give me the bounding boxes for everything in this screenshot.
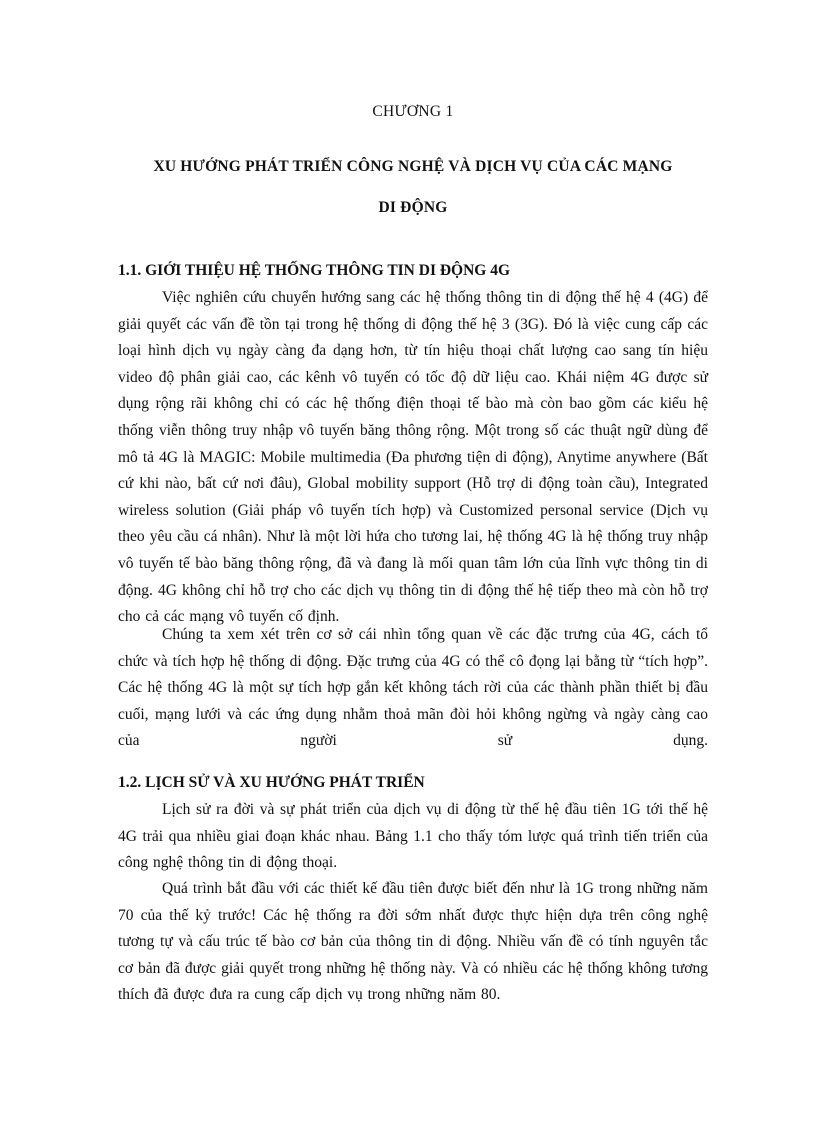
section-1-paragraph-2: Chúng ta xem xét trên cơ sở cái nhìn tổng quan về các đặc trưng của 4G, cách tổ chức và tích hợp hệ thống di động. Đặc trưng của 4G có thể cô đọng lại bằng từ “tích hợp”. Các hệ thống 4G là một sự tích hợp gắn kết không tách rời của các thành phần thiết bị đầu cuối, mạng lưới và các ứng dụng nhằm thoả mãn đòi hỏi không ngừng và ngày càng cao của người sử dụng.	[118, 626, 708, 750]
section-2-heading: 1.2. LỊCH SỬ VÀ XU HƯỚNG PHÁT TRIỂN	[118, 774, 425, 791]
section-2-paragraph-2: Quá trình bắt đầu với các thiết kế đầu tiên được biết đến như là 1G trong những năm 70 của thế kỷ trước! Các hệ thống ra đời sớm nhất được thực hiện dựa trên công nghệ tương tự và cấu trúc tế bào cơ bản của thông tin di động. Nhiều vấn đề có tính nguyên tắc cơ bản đã được giải quyết trong những hệ thống này. Và có nhiều các hệ thống không tương thích đã được đưa ra cung cấp dịch vụ trong những năm 80.	[118, 880, 708, 1004]
section-1-paragraph-1: Việc nghiên cứu chuyển hướng sang các hệ thống thông tin di động thế hệ 4 (4G) để giải quyết các vấn đề tồn tại trong hệ thống di động thế hệ 3 (3G). Đó là việc cung cấp các loại hình dịch vụ ngày càng đa dạng hơn, từ tín hiệu thoại chất lượng cao sang tín hiệu video độ phân giải cao, các kênh vô tuyến có tốc độ dữ liệu cao. Khái niệm 4G được sử dụng rộng rãi không chỉ có các hệ thống điện thoại tế bào mà còn bao gồm các kiểu hệ thống viễn thông truy nhập vô tuyến băng thông rộng. Một trong số các thuật ngữ dùng để mô tả 4G là MAGIC: Mobile multimedia (Đa phương tiện di động), Anytime anywhere (Bất cứ khi nào, bất cứ nơi đâu), Global mobility support (Hỗ trợ di động toàn cầu), Integrated wireless solution (Giải pháp vô tuyến tích hợp) và Customized personal service (Dịch vụ theo yêu cầu cá nhân). Như là một lời hứa cho tương lai, hệ thống 4G là hệ thống truy nhập vô tuyến tế bào băng thông rộng, đã và đang là mối quan tâm lớn của lĩnh vực thông tin di động. 4G không chỉ hỗ trợ cho các dịch vụ thông tin di động thế hệ tiếp theo mà còn hỗ trợ cho cả các mạng vô tuyến cố định.	[118, 289, 708, 626]
chapter-title-line-2: DI ĐỘNG	[378, 199, 448, 216]
section-2-paragraph-1: Lịch sử ra đời và sự phát triển của dịch vụ di động từ thế hệ đầu tiên 1G tới thế hệ 4G trải qua nhiều giai đoạn khác nhau. Bảng 1.1 cho thấy tóm lược quá trình tiến triển của công nghệ thông tin di động thoại.	[118, 801, 708, 872]
chapter-label: CHƯƠNG 1	[372, 103, 454, 120]
chapter-title-line-1: XU HƯỚNG PHÁT TRIỂN CÔNG NGHỆ VÀ DỊCH VỤ CỦA CÁC MẠNG	[153, 158, 673, 175]
section-1-heading: 1.1. GIỚI THIỆU HỆ THỐNG THÔNG TIN DI ĐỘNG 4G	[118, 262, 511, 279]
